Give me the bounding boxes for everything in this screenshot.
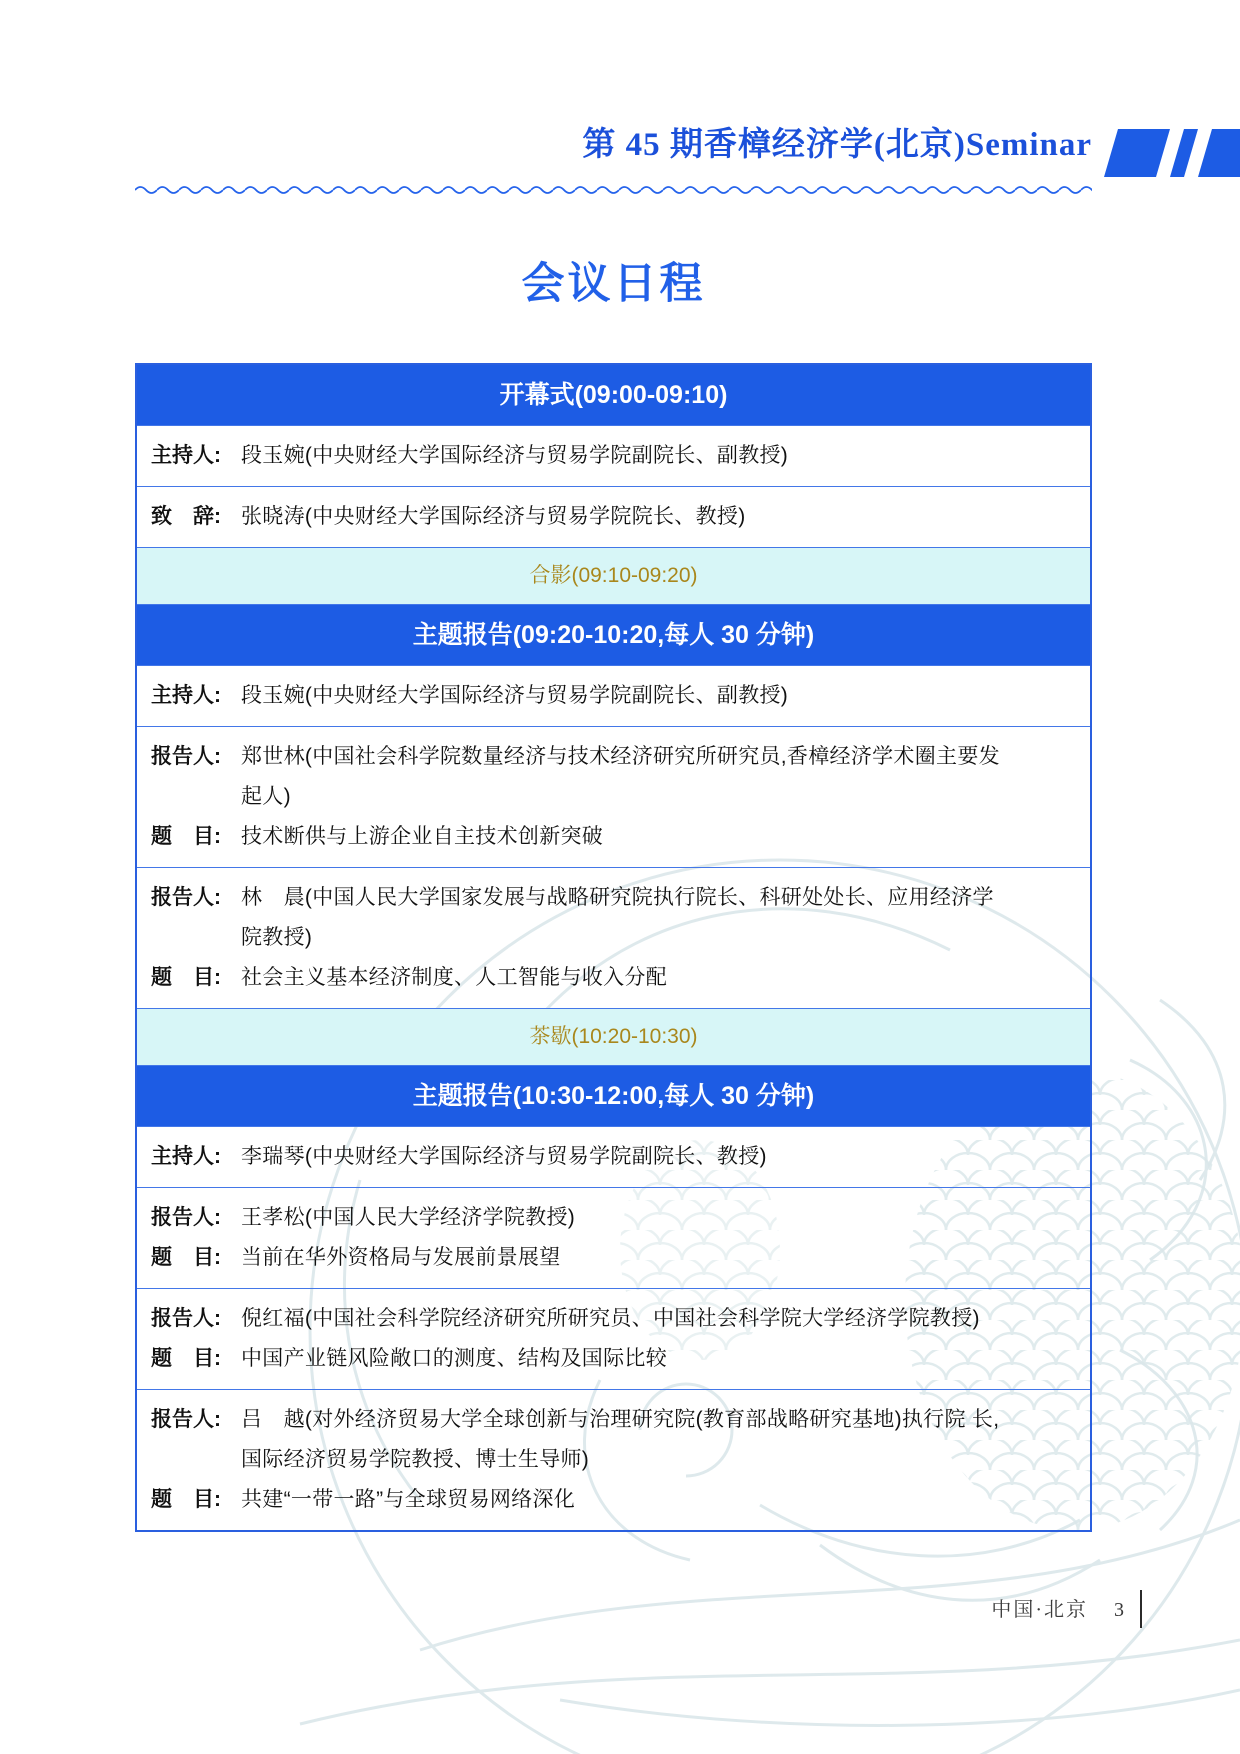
- page-footer: [0, 1590, 1142, 1630]
- entry-line: [151, 1137, 1076, 1177]
- session-header-keynote-1: 主题报告(09:20-10:20,每人 30 分钟): [137, 604, 1090, 665]
- person-info: 吕 越(对外经济贸易大学全球创新与治理研究院(教育部战略研究基地)执行院 长,国际经济贸易学院教授、博士生导师): [241, 1408, 1000, 1471]
- wavy-divider-line: [135, 183, 1092, 195]
- role-label: 主持人:: [151, 1145, 221, 1168]
- role-label: 报告人:: [151, 1408, 221, 1431]
- entry-line: [151, 436, 1076, 476]
- agenda-entry-speech: [137, 486, 1090, 547]
- page-header-title: 第 45 期香樟经济学(北京)Seminar: [582, 127, 1092, 163]
- person-info: 段玉婉(中央财经大学国际经济与贸易学院副院长、副教授): [241, 684, 789, 707]
- role-label: 主持人:: [151, 444, 221, 467]
- session-header-keynote-2: 主题报告(10:30-12:00,每人 30 分钟): [137, 1065, 1090, 1126]
- talk-title: 中国产业链风险敞口的测度、结构及国际比较: [241, 1347, 667, 1370]
- talk-title: 共建“一带一路”与全球贸易网络深化: [241, 1488, 576, 1511]
- agenda-entry-speaker: [137, 1187, 1090, 1288]
- talk-title: 技术断供与上游企业自主技术创新突破: [241, 825, 604, 848]
- agenda-entry-speaker: [137, 1389, 1090, 1530]
- entry-line: [151, 1299, 1076, 1339]
- role-label: 报告人:: [151, 886, 221, 909]
- person-info: 倪红福(中国社会科学院经济研究所研究员、中国社会科学院大学经济学院教授): [241, 1307, 980, 1330]
- entry-line: [151, 1480, 1076, 1520]
- role-label: 题 目:: [151, 966, 221, 989]
- role-label: 报告人:: [151, 745, 221, 768]
- entry-line: [151, 1339, 1076, 1379]
- person-info: 段玉婉(中央财经大学国际经济与贸易学院副院长、副教授): [241, 444, 789, 467]
- agenda-table: [135, 363, 1092, 1532]
- person-info: 王孝松(中国人民大学经济学院教授): [241, 1206, 576, 1229]
- person-info: 李瑞琴(中央财经大学国际经济与贸易学院副院长、教授): [241, 1145, 767, 1168]
- talk-title: 社会主义基本经济制度、人工智能与收入分配: [241, 966, 667, 989]
- role-label: 题 目:: [151, 1488, 221, 1511]
- talk-title: 当前在华外资格局与发展前景展望: [241, 1246, 561, 1269]
- person-info: 郑世林(中国社会科学院数量经济与技术经济研究所研究员,香樟经济学术圈主要发起人): [241, 745, 1000, 808]
- break-row-tea: 茶歇(10:20-10:30): [137, 1008, 1090, 1065]
- entry-line: [151, 1238, 1076, 1278]
- role-label: 致 辞:: [151, 505, 221, 528]
- entry-line: [151, 737, 1076, 817]
- role-label: 题 目:: [151, 1246, 221, 1269]
- role-label: 题 目:: [151, 825, 221, 848]
- agenda-entry-host: [137, 425, 1090, 486]
- entry-line: [151, 1198, 1076, 1238]
- role-label: 报告人:: [151, 1307, 221, 1330]
- agenda-entry-speaker: [137, 1288, 1090, 1389]
- entry-line: [151, 878, 1076, 958]
- footer-location: 中国·北京: [991, 1599, 1088, 1621]
- entry-line: [151, 676, 1076, 716]
- agenda-entry-host: [137, 1126, 1090, 1187]
- footer-rule-bar: [1140, 1590, 1142, 1628]
- role-label: 主持人:: [151, 684, 221, 707]
- page-number: 3: [1114, 1599, 1124, 1621]
- break-row-photo: 合影(09:10-09:20): [137, 547, 1090, 604]
- person-info: 林 晨(中国人民大学国家发展与战略研究院执行院长、科研处处长、应用经济学院教授): [241, 886, 994, 949]
- entry-line: [151, 497, 1076, 537]
- agenda-entry-speaker: [137, 867, 1090, 1008]
- entry-line: [151, 817, 1076, 857]
- person-info: 张晓涛(中央财经大学国际经济与贸易学院院长、教授): [241, 505, 746, 528]
- session-header-opening: 开幕式(09:00-09:10): [137, 365, 1090, 425]
- role-label: 题 目:: [151, 1347, 221, 1370]
- page-title: 会议日程: [521, 260, 706, 308]
- agenda-entry-speaker: [137, 726, 1090, 867]
- entry-line: [151, 1400, 1076, 1480]
- role-label: 报告人:: [151, 1206, 221, 1229]
- header-slash-banner-decoration: [1104, 129, 1240, 177]
- agenda-entry-host: [137, 665, 1090, 726]
- entry-line: [151, 958, 1076, 998]
